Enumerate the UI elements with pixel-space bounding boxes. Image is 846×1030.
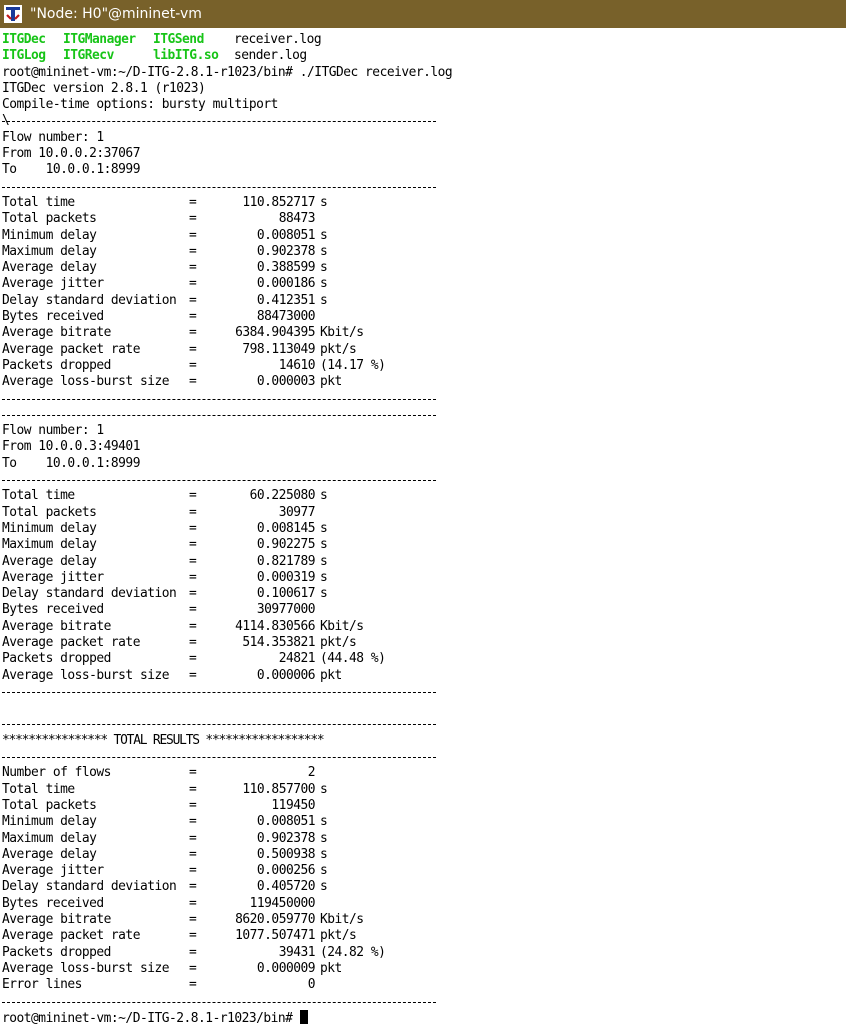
stat-unit: s <box>320 553 328 569</box>
stat-row <box>2 505 844 521</box>
stat-equals: = <box>189 292 197 308</box>
stat-equals: = <box>189 194 197 210</box>
stat-row <box>2 358 844 374</box>
stat-equals: = <box>189 977 197 993</box>
stat-value: 0.008051 <box>256 814 315 830</box>
stat-row <box>2 602 844 618</box>
stat-equals: = <box>189 211 197 227</box>
stat-unit: s <box>320 846 328 862</box>
stat-unit: s <box>320 781 328 797</box>
stat-equals: = <box>189 260 197 276</box>
stat-value: 0.000256 <box>256 863 315 879</box>
stat-equals: = <box>189 781 197 797</box>
shell-prompt[interactable] <box>2 1010 844 1026</box>
stat-label: Total packets <box>2 797 97 813</box>
separator-line <box>2 179 844 195</box>
stat-value: 2 <box>307 765 315 781</box>
stat-row <box>2 651 844 667</box>
stat-row <box>2 668 844 684</box>
stat-label: Number of flows <box>2 765 111 781</box>
stat-unit: s <box>320 194 328 210</box>
ls-row <box>2 32 844 48</box>
stat-row <box>2 798 844 814</box>
stat-label: Average packet rate <box>2 341 140 357</box>
stat-row <box>2 276 844 292</box>
stat-equals: = <box>189 243 197 259</box>
stat-value: 514.353821 <box>242 634 315 650</box>
stat-row <box>2 814 844 830</box>
stat-label: Total packets <box>2 504 97 520</box>
stat-unit: s <box>320 227 328 243</box>
stat-value: 30977 <box>278 504 315 520</box>
flow-number: Flow number: 1 <box>2 129 104 145</box>
version-line: ITGDec version 2.8.1 (r1023) <box>2 80 206 96</box>
flow-from: From 10.0.0.2:37067 <box>2 146 140 162</box>
stat-value: 0.000186 <box>256 276 315 292</box>
stat-value: 4114.830566 <box>235 618 315 634</box>
stat-label: Delay standard deviation <box>2 879 177 895</box>
terminal-app-icon <box>2 3 24 25</box>
stat-equals: = <box>189 765 197 781</box>
stat-label: Average loss-burst size <box>2 960 169 976</box>
stat-value: 0.902378 <box>256 243 315 259</box>
stat-value: 88473 <box>278 211 315 227</box>
stat-unit: s <box>320 276 328 292</box>
stat-label: Average jitter <box>2 863 104 879</box>
stat-row <box>2 309 844 325</box>
stat-label: Maximum delay <box>2 537 97 553</box>
stat-label: Average jitter <box>2 276 104 292</box>
stat-unit: (24.82 %) <box>320 944 386 960</box>
stat-unit: s <box>320 520 328 536</box>
flow-to: To 10.0.0.1:8999 <box>2 162 140 178</box>
file-entry: ITGLog <box>2 48 46 64</box>
stat-equals: = <box>189 895 197 911</box>
stat-label: Delay standard deviation <box>2 292 177 308</box>
stat-row <box>2 537 844 553</box>
stat-value: 14610 <box>278 357 315 373</box>
stat-row <box>2 619 844 635</box>
stat-value: 0.902378 <box>256 830 315 846</box>
stat-unit: Kbit/s <box>320 618 364 634</box>
stat-equals: = <box>189 928 197 944</box>
stat-row <box>2 961 844 977</box>
stat-label: Average jitter <box>2 569 104 585</box>
stat-equals: = <box>189 846 197 862</box>
stat-unit: Kbit/s <box>320 912 364 928</box>
flow-from: From 10.0.0.3:49401 <box>2 439 140 455</box>
prompt-text: root@mininet-vm:~/D-ITG-2.8.1-r1023/bin# <box>2 1010 293 1026</box>
terminal-output[interactable] <box>2 32 844 1026</box>
stat-unit: pkt/s <box>320 341 357 357</box>
window-titlebar[interactable] <box>0 0 846 28</box>
stat-unit: pkt <box>320 374 342 390</box>
stat-equals: = <box>189 912 197 928</box>
stat-equals: = <box>189 227 197 243</box>
stat-row <box>2 325 844 341</box>
stat-label: Packets dropped <box>2 357 111 373</box>
stat-value: 0.000319 <box>256 569 315 585</box>
stat-row <box>2 293 844 309</box>
stat-label: Packets dropped <box>2 651 111 667</box>
stat-equals: = <box>189 863 197 879</box>
stat-row <box>2 945 844 961</box>
stat-value: 119450 <box>271 797 315 813</box>
stat-unit: s <box>320 879 328 895</box>
stat-row <box>2 912 844 928</box>
stat-row <box>2 570 844 586</box>
stat-value: 798.113049 <box>242 341 315 357</box>
stat-row <box>2 928 844 944</box>
file-entry: sender.log <box>234 48 307 64</box>
stat-label: Total time <box>2 488 75 504</box>
stat-value: 110.852717 <box>242 194 315 210</box>
stat-row <box>2 586 844 602</box>
stat-equals: = <box>189 879 197 895</box>
stat-value: 0 <box>307 977 315 993</box>
stat-row <box>2 260 844 276</box>
stat-row <box>2 521 844 537</box>
stat-equals: = <box>189 537 197 553</box>
stat-label: Delay standard deviation <box>2 586 177 602</box>
stat-unit: pkt/s <box>320 634 357 650</box>
ls-row <box>2 48 844 64</box>
stat-equals: = <box>189 830 197 846</box>
stat-unit: s <box>320 292 328 308</box>
compile-options-line: Compile-time options: bursty multiport <box>2 97 278 113</box>
stat-value: 0.405720 <box>256 879 315 895</box>
stat-value: 0.388599 <box>256 260 315 276</box>
separator-line <box>2 113 844 129</box>
stat-value: 24821 <box>278 651 315 667</box>
stat-value: 8620.059770 <box>235 912 315 928</box>
stat-value: 88473000 <box>256 309 315 325</box>
stat-label: Bytes received <box>2 602 104 618</box>
stat-value: 30977000 <box>256 602 315 618</box>
stat-equals: = <box>189 944 197 960</box>
stat-row <box>2 782 844 798</box>
stat-equals: = <box>189 797 197 813</box>
stat-equals: = <box>189 520 197 536</box>
separator-line <box>2 684 844 700</box>
stat-row <box>2 863 844 879</box>
stat-label: Maximum delay <box>2 830 97 846</box>
stat-label: Bytes received <box>2 895 104 911</box>
stat-label: Average loss-burst size <box>2 667 169 683</box>
separator-line <box>2 994 844 1010</box>
window-title: "Node: H0"@mininet-vm <box>30 6 202 22</box>
stat-unit: s <box>320 537 328 553</box>
stat-row <box>2 896 844 912</box>
stat-equals: = <box>189 602 197 618</box>
stat-label: Error lines <box>2 977 82 993</box>
stat-unit: s <box>320 863 328 879</box>
file-entry: libITG.so <box>153 48 219 64</box>
stat-equals: = <box>189 667 197 683</box>
stat-row <box>2 554 844 570</box>
text-cursor <box>300 1010 308 1024</box>
separator-line <box>2 749 844 765</box>
stat-row <box>2 342 844 358</box>
stat-label: Total packets <box>2 211 97 227</box>
stat-label: Bytes received <box>2 309 104 325</box>
stat-value: 0.000009 <box>256 960 315 976</box>
stat-value: 0.000006 <box>256 667 315 683</box>
stat-unit: Kbit/s <box>320 325 364 341</box>
stat-row <box>2 831 844 847</box>
stat-label: Average packet rate <box>2 928 140 944</box>
blank-line <box>2 700 844 716</box>
stat-unit: s <box>320 586 328 602</box>
stat-value: 60.225080 <box>249 488 315 504</box>
stat-label: Average delay <box>2 553 97 569</box>
stat-value: 0.008145 <box>256 520 315 536</box>
stat-equals: = <box>189 504 197 520</box>
stat-row <box>2 374 844 390</box>
stat-value: 119450000 <box>249 895 315 911</box>
stat-label: Minimum delay <box>2 520 97 536</box>
stat-row <box>2 195 844 211</box>
stat-unit: s <box>320 830 328 846</box>
total-results-header: **************** TOTAL RESULTS ****************** <box>2 732 324 748</box>
separator-line <box>2 391 844 407</box>
file-entry: ITGRecv <box>63 48 114 64</box>
stat-value: 0.008051 <box>256 227 315 243</box>
file-entry: ITGManager <box>63 32 136 47</box>
stat-unit: pkt <box>320 960 342 976</box>
stat-equals: = <box>189 569 197 585</box>
stat-label: Average delay <box>2 846 97 862</box>
stat-value: 39431 <box>278 944 315 960</box>
stat-row <box>2 635 844 651</box>
stat-row <box>2 211 844 227</box>
stat-value: 0.100617 <box>256 586 315 602</box>
file-entry: ITGSend <box>153 32 204 47</box>
stat-equals: = <box>189 634 197 650</box>
stat-unit: s <box>320 260 328 276</box>
stat-label: Total time <box>2 781 75 797</box>
stat-value: 0.000003 <box>256 374 315 390</box>
stat-row <box>2 244 844 260</box>
stat-label: Average bitrate <box>2 618 111 634</box>
separator-line <box>2 716 844 732</box>
stat-equals: = <box>189 586 197 602</box>
stat-label: Average bitrate <box>2 325 111 341</box>
stat-value: 1077.507471 <box>235 928 315 944</box>
stat-value: 0.500938 <box>256 846 315 862</box>
stat-equals: = <box>189 960 197 976</box>
stat-unit: s <box>320 569 328 585</box>
stat-label: Average loss-burst size <box>2 374 169 390</box>
separator-line <box>2 472 844 488</box>
stat-unit: s <box>320 243 328 259</box>
stat-label: Average delay <box>2 260 97 276</box>
stat-label: Packets dropped <box>2 944 111 960</box>
stat-label: Total time <box>2 194 75 210</box>
stat-equals: = <box>189 374 197 390</box>
stat-row <box>2 765 844 781</box>
stat-equals: = <box>189 309 197 325</box>
stat-label: Average bitrate <box>2 912 111 928</box>
stat-equals: = <box>189 357 197 373</box>
stat-value: 110.857700 <box>242 781 315 797</box>
stat-equals: = <box>189 553 197 569</box>
stat-label: Average packet rate <box>2 634 140 650</box>
stat-unit: (44.48 %) <box>320 651 386 667</box>
stat-label: Minimum delay <box>2 814 97 830</box>
stat-equals: = <box>189 276 197 292</box>
stat-unit: pkt <box>320 667 342 683</box>
file-entry: ITGDec <box>2 32 46 47</box>
stat-equals: = <box>189 325 197 341</box>
flow-to: To 10.0.0.1:8999 <box>2 455 140 471</box>
stat-unit: (14.17 %) <box>320 357 386 373</box>
command-line: root@mininet-vm:~/D-ITG-2.8.1-r1023/bin# ./ITGDec receiver.log <box>2 64 453 80</box>
stat-row <box>2 488 844 504</box>
separator-start: \ <box>2 113 10 129</box>
stat-label: Minimum delay <box>2 227 97 243</box>
stat-row <box>2 847 844 863</box>
stat-row <box>2 977 844 993</box>
separator-line <box>2 407 844 423</box>
stat-equals: = <box>189 618 197 634</box>
flow-number: Flow number: 1 <box>2 423 104 439</box>
stat-row <box>2 228 844 244</box>
stat-value: 0.902275 <box>256 537 315 553</box>
stat-equals: = <box>189 651 197 667</box>
file-entry: receiver.log <box>234 32 322 47</box>
stat-equals: = <box>189 814 197 830</box>
stat-value: 6384.904395 <box>235 325 315 341</box>
stat-equals: = <box>189 488 197 504</box>
stat-unit: s <box>320 814 328 830</box>
stat-equals: = <box>189 341 197 357</box>
stat-unit: s <box>320 488 328 504</box>
stat-unit: pkt/s <box>320 928 357 944</box>
stat-row <box>2 879 844 895</box>
stat-value: 0.412351 <box>256 292 315 308</box>
stat-label: Maximum delay <box>2 243 97 259</box>
stat-value: 0.821789 <box>256 553 315 569</box>
